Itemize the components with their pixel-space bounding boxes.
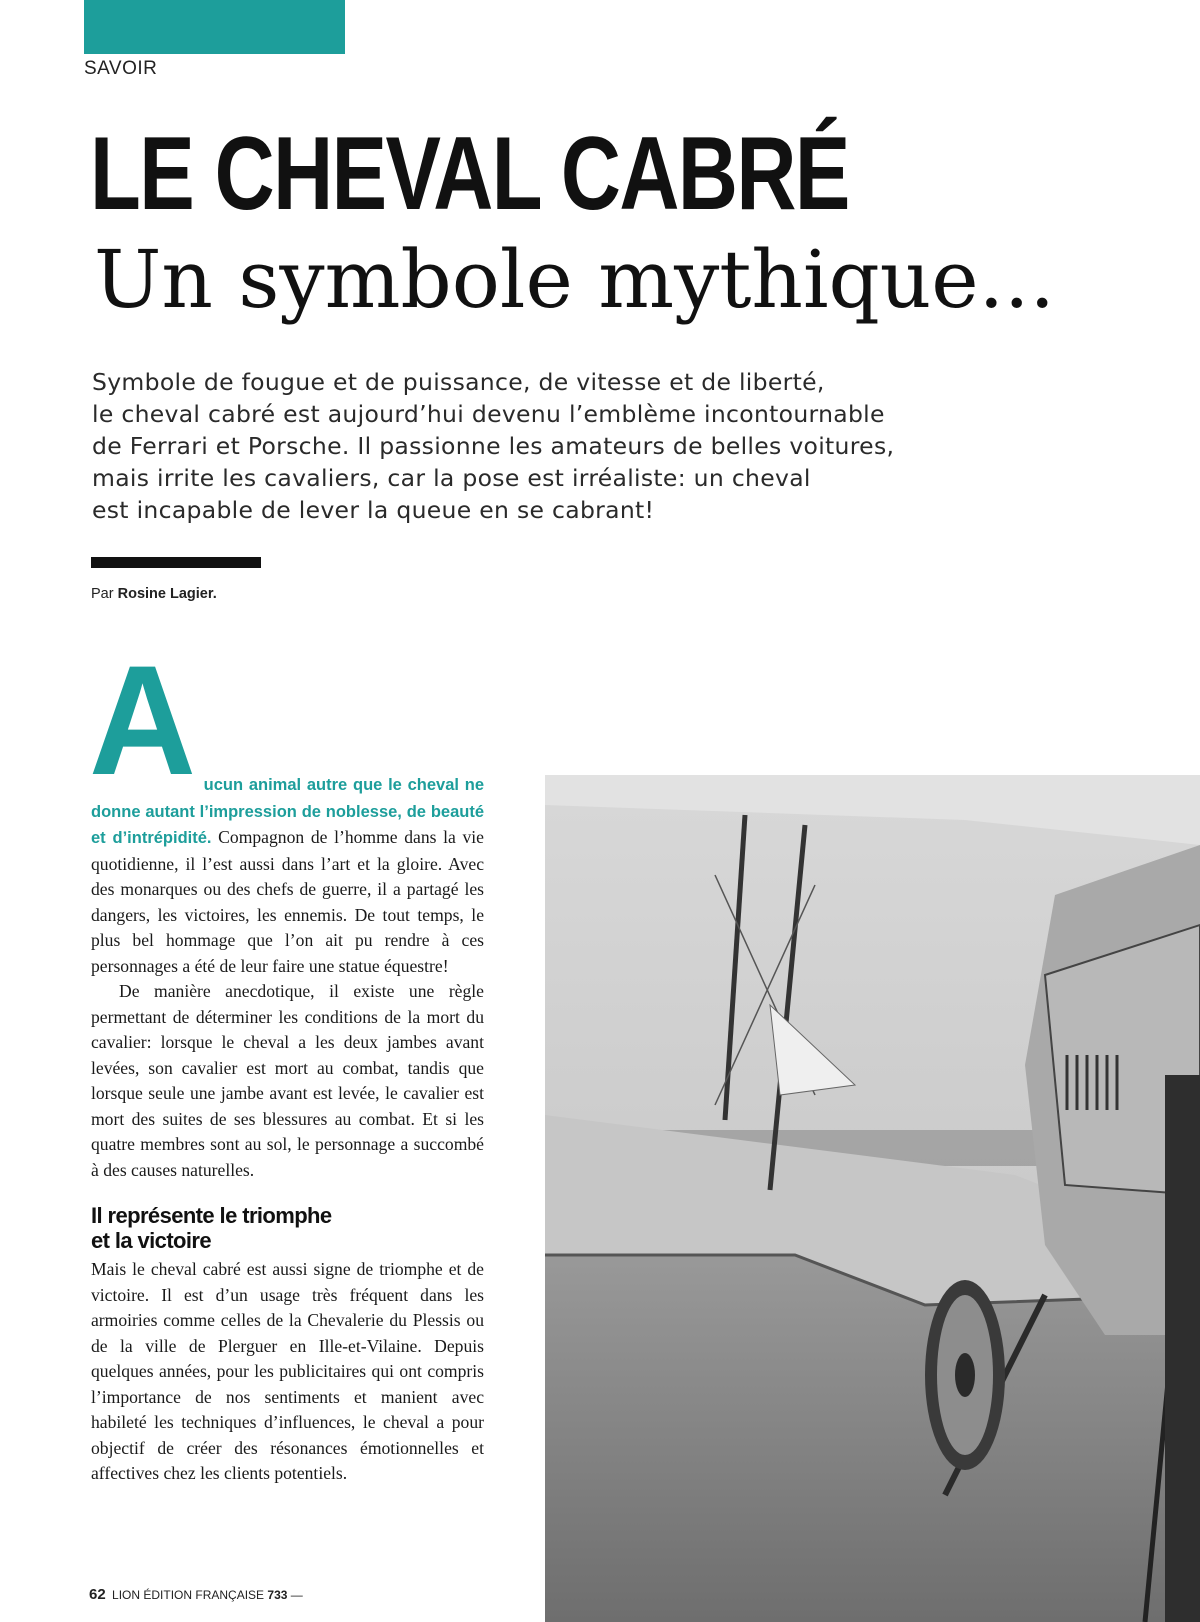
section-tab-bar xyxy=(84,0,345,54)
biplane-photo xyxy=(545,775,1200,1622)
byline xyxy=(91,586,217,602)
issue-number: 733 xyxy=(267,1588,288,1602)
chapo-line: le cheval cabré est aujourd’hui devenu l’emblème incontournable xyxy=(92,400,885,428)
magazine-name: LION ÉDITION FRANÇAISE xyxy=(112,1588,265,1602)
drop-cap: A xyxy=(89,634,197,808)
paragraph: De manière anecdotique, il existe une règle permettant de déterminer les conditions de la mort du cavalier: lorsque le cheval a les deux jambes avant levées, son cavalier est mort au combat, tandis que lorsque seule une jambe avant est levée, le cavalier est mort des suites de ses blessures au combat. Et si les quatre membres sont au sol, le personnage a succombé à des causes naturelles. xyxy=(91,981,484,1180)
section-label: SAVOIR xyxy=(84,58,158,79)
chapo-line: est incapable de lever la queue en se cabrant! xyxy=(92,496,655,524)
paragraph: Mais le cheval cabré est aussi signe de triomphe et de victoire. Il est d’un usage très fréquent dans les armoiries comme celles de la Chevalerie du Plessis ou de la ville de Plerguer en Ille-et-Vilaine. Depuis quelques années, pour les publicitaires qui ont compris l’importance de nos sentiments et manient avec habileté les techniques d’influences, le cheval a pour objectif de créer des résonances émotionnelles et affectives chez les clients potentiels. xyxy=(91,1259,484,1483)
lead-body: Compagnon de l’homme dans la vie quotidienne, il l’est aussi dans l’art et la gloire. Avec des monarques ou des chefs de guerre, il a partagé les dangers, les victoires, les ennemis. De tout temps, le plus bel hommage que l’on ait pu rendre à ces personnages a été de leur faire une statue équestre! xyxy=(91,827,484,976)
subheadline: Un symbole mythique... xyxy=(94,233,1055,326)
section-heading xyxy=(91,1203,484,1253)
lead-paragraph xyxy=(89,634,484,979)
section-heading-line: et la victoire xyxy=(91,1228,211,1253)
byline-rule xyxy=(91,557,261,568)
footer-dash: — xyxy=(290,1588,303,1602)
headline: LE CHEVAL CABRÉ xyxy=(90,116,849,232)
article-column xyxy=(89,634,484,1487)
chapo-line: Symbole de fougue et de puissance, de vitesse et de liberté, xyxy=(92,368,825,396)
byline-author: Rosine Lagier. xyxy=(117,586,217,602)
chapo-line: de Ferrari et Porsche. Il passionne les amateurs de belles voitures, xyxy=(92,432,895,460)
chapo xyxy=(92,366,1052,526)
byline-prefix: Par xyxy=(91,586,114,602)
lead-bold: ucun animal autre que le cheval ne donne autant l’impression de noblesse, de beauté et d’intrépidité. xyxy=(91,776,484,847)
page-number: 62 xyxy=(89,1586,106,1603)
page-footer xyxy=(89,1586,303,1603)
section-heading-line: Il représente le triomphe xyxy=(91,1203,332,1228)
chapo-line: mais irrite les cavaliers, car la pose est irréaliste: un cheval xyxy=(92,464,811,492)
